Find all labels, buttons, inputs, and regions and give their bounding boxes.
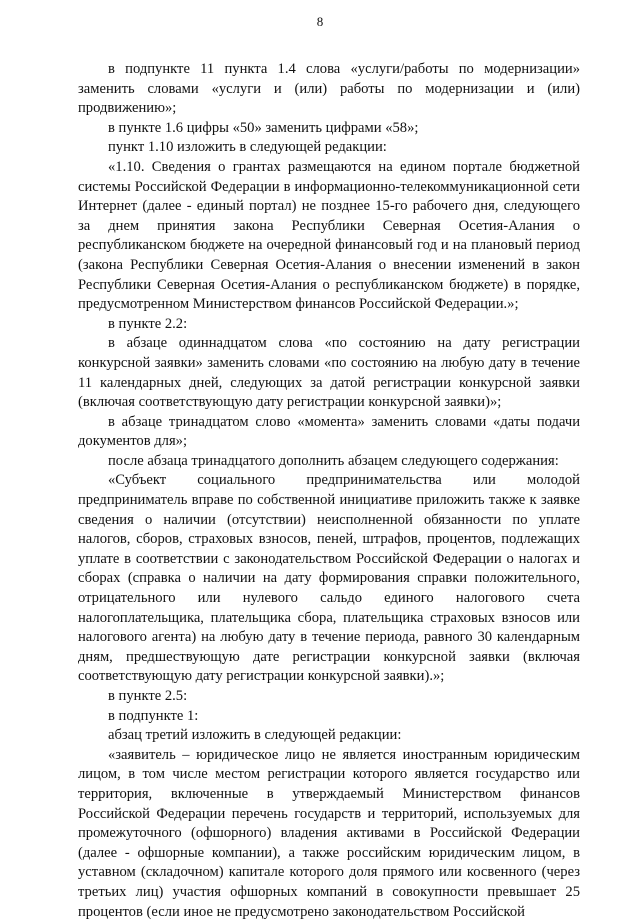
paragraph: в пункте 2.5: [108,688,188,704]
paragraph: в подпункте 11 пункта 1.4 слова «услуги/работы по модернизации» заменить словами «услуги и (или) работы по модернизации и (или) продвижению»; [78,61,580,117]
paragraph: в подпункте 1: [108,707,199,724]
paragraph: пункт 1.10 изложить в следующей редакции: [108,139,387,156]
paragraph: «1.10. Сведения о грантах размещаются на едином портале бюджетной системы Российской Федерации в информационно-телекоммуникационной сети Интернет (далее - единый портал) не позднее 15-го рабочего дня, следующего за днем принятия закона Республики Северная Осетия-Алания о республиканском бюджете на очередной финансовый год и на плановый период (закона Республики Северная Осетия-Алания о внесении изменений в закон Республики Северная Осетия-Алания о республиканском бюджете) в порядке, предусмотренном Министерством финансов Российской Федерации.»; [78,158,580,313]
paragraph: в абзаце тринадцатом слово «момента» заменить словами «даты подачи документов для»; [78,413,580,450]
paragraph: абзац третий изложить в следующей редакции: [108,727,402,744]
document-body [78,60,580,922]
paragraph: в абзаце одиннадцатом слова «по состоянию на дату регистрации конкурсной заявки» заменить словами «по состоянию на любую дату в течение 11 календарных дней, следующих за датой регистрации конкурсной заявки (включая соответствующую дату регистрации конкурсной заявки)»; [78,335,580,411]
paragraph: в пункте 2.2: [108,315,188,332]
paragraph: «Субъект социального предпринимательства или молодой предприниматель вправе по собственной инициативе приложить также к заявке сведения о наличии (отсутствии) неисполненной обязанности по уплате налогов, сборов, страховых взносов, пеней, штрафов, процентов, подлежащих уплате в соответствии с законодательством Российской Федерации о налогах и сборах (справка о наличии на дату формирования справки положительного, отрицательного или нулевого сальдо единого налогового счета налогоплательщика, плательщика сбора, плательщика страховых взносов или налогового агента) на любую дату в течение периода, равного 30 календарным дням, предшествующую дате регистрации конкурсной заявки (включая соответствующую дату регистрации конкурсной заявки).»; [78,472,580,685]
paragraph: в пункте 1.6 цифры «50» заменить цифрами «58»; [108,119,419,136]
page-number: 8 [316,14,324,29]
paragraph: после абзаца тринадцатого дополнить абзацем следующего содержания: [108,452,559,469]
paragraph: «заявитель – юридическое лицо не является иностранным юридическим лицом, в том числе местом регистрации которого является государство или территория, включенные в утверждаемый Министерством финансов Российской Федерации перечень государств и территорий, используемых для промежуточного (офшорного) владения активами в Российской Федерации (далее - офшорные компании), а также российским юридическим лицом, в уставном (складочном) капитале которого доля прямого или косвенного (через третьих лиц) участия офшорных компаний в совокупности превышает 25 процентов (если иное не предусмотрено законодательством Российской [78,746,580,920]
